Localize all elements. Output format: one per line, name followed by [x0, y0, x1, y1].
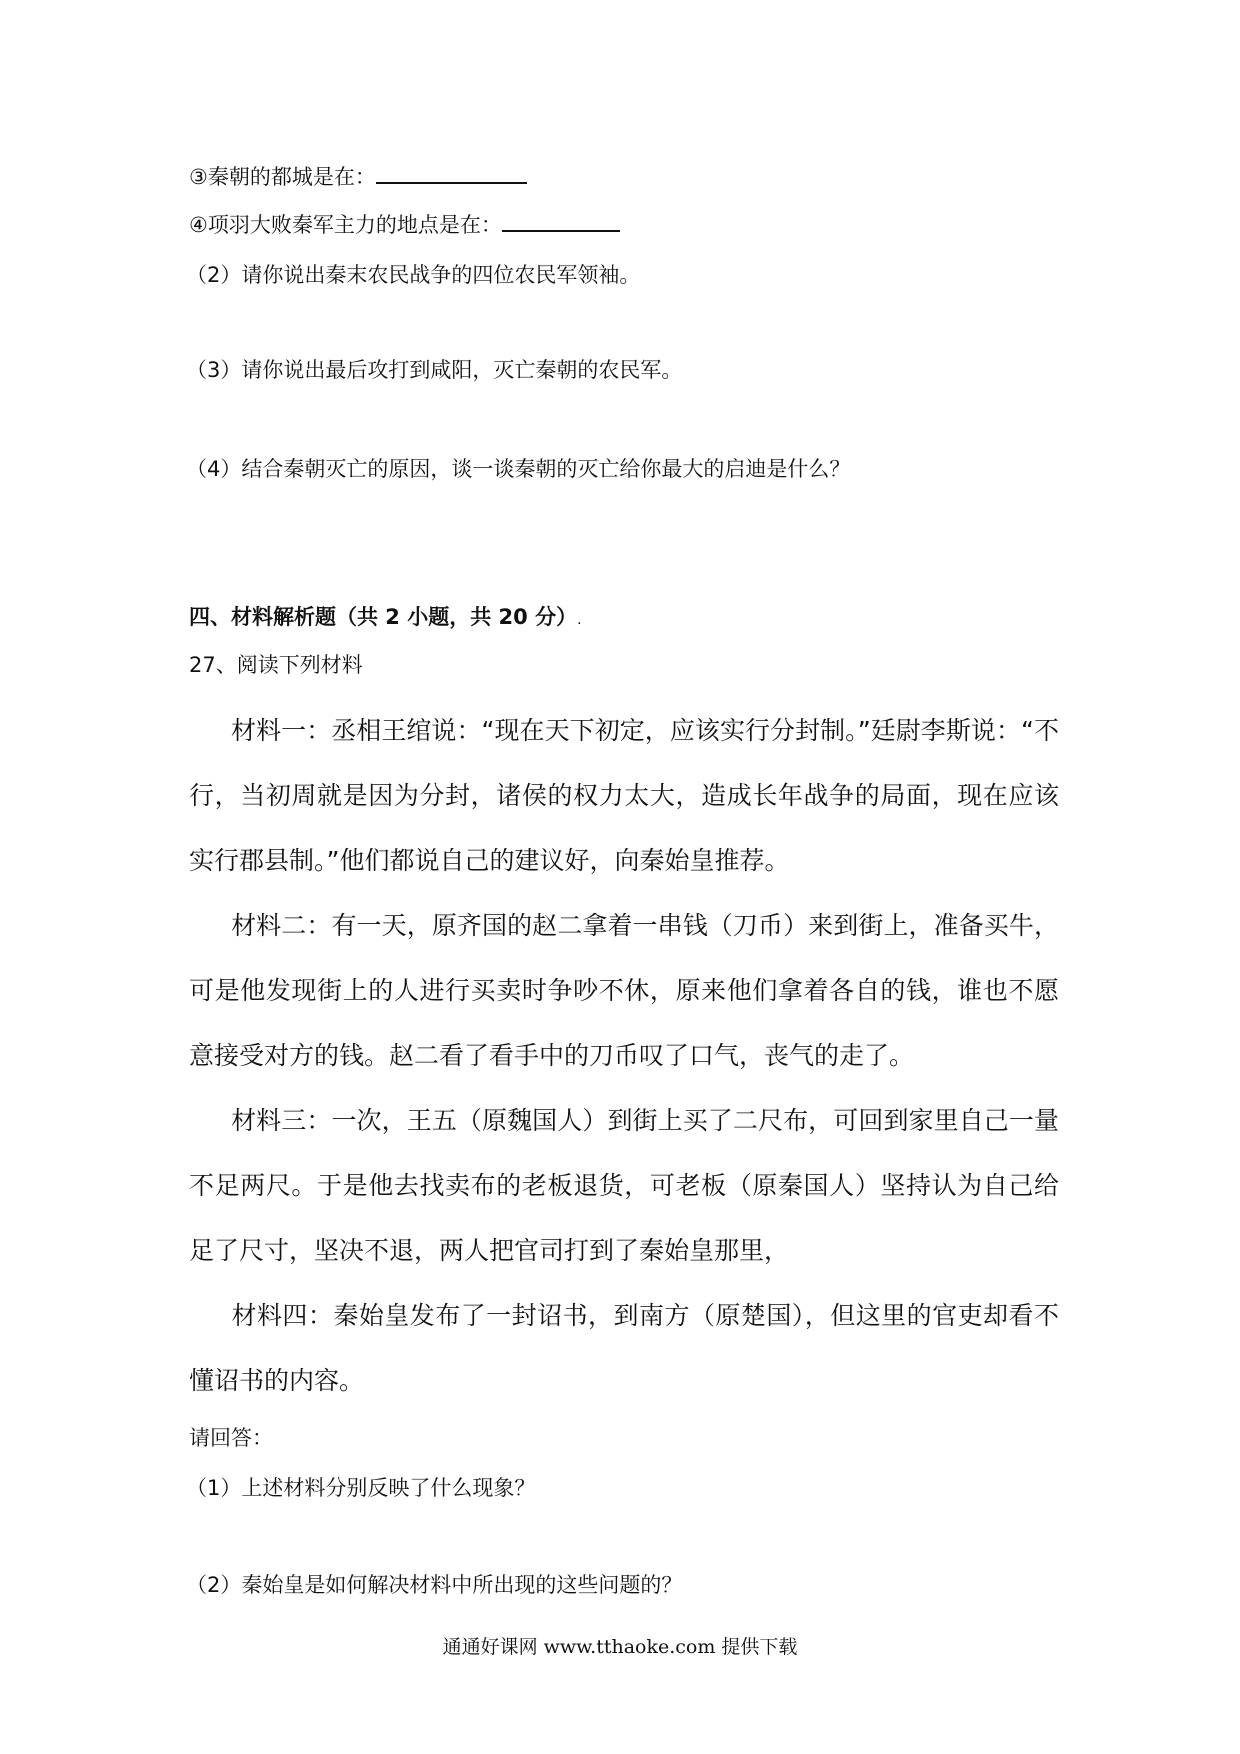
material-1-text: 材料一：丞相王绾说：“现在天下初定，应该实行分封制。”廷尉李斯说：“不行，当初周就是因为分封，诸侯的权力太大，造成长年战争的局面，现在应该实行郡县制。”他们都说自己的建议好，向秦始皇推荐。: [189, 716, 1059, 875]
material-4: [189, 1283, 1059, 1413]
question-26-item-4: [189, 210, 620, 239]
material-1: [189, 698, 1059, 893]
question-26-sub-4: （4）结合秦朝灭亡的原因，谈一谈秦朝的灭亡给你最大的启迪是什么？: [186, 457, 851, 481]
page-footer: 通通好课网 www.tthaoke.com 提供下载: [442, 1636, 798, 1658]
answer-blank-battle-site[interactable]: [502, 210, 620, 232]
section-4-heading: [189, 603, 582, 634]
material-3: [189, 1088, 1059, 1283]
question-27-sub-1: （1）上述材料分别反映了什么现象？: [186, 1476, 536, 1500]
section-4-heading-mark: .: [577, 612, 582, 628]
item-3-label: ③秦朝的都城是在：: [189, 165, 376, 189]
question-26-sub-2: （2）请你说出秦末农民战争的四位农民军领袖。: [186, 263, 641, 287]
material-4-text: 材料四：秦始皇发布了一封诏书，到南方（原楚国），但这里的官吏却看不懂诏书的内容。: [189, 1301, 1059, 1395]
question-27-sub-2: （2）秦始皇是如何解决材料中所出现的这些问题的？: [186, 1573, 683, 1597]
material-2: [189, 893, 1059, 1088]
question-27-prompt: 请回答：: [189, 1426, 273, 1450]
material-3-text: 材料三：一次，王五（原魏国人）到街上买了二尺布，可回到家里自己一量不足两尺。于是他去找卖布的老板退货，可老板（原秦国人）坚持认为自己给足了尺寸，坚决不退，两人把官司打到了秦始皇那里，: [189, 1106, 1059, 1265]
question-27-title: 27、阅读下列材料: [189, 653, 363, 677]
question-26-sub-3: （3）请你说出最后攻打到咸阳，灭亡秦朝的农民军。: [186, 358, 683, 382]
material-2-text: 材料二：有一天，原齐国的赵二拿着一串钱（刀币）来到街上，准备买牛，可是他发现街上的人进行买卖时争吵不休，原来他们拿着各自的钱，谁也不愿意接受对方的钱。赵二看了看手中的刀币叹了口气，丧气的走了。: [189, 911, 1059, 1070]
item-4-label: ④项羽大败秦军主力的地点是在：: [189, 213, 502, 237]
section-4-heading-text: 四、材料解析题（共 2 小题，共 20 分）: [189, 605, 578, 629]
question-26-item-3: [189, 162, 527, 191]
answer-blank-capital[interactable]: [376, 162, 527, 184]
